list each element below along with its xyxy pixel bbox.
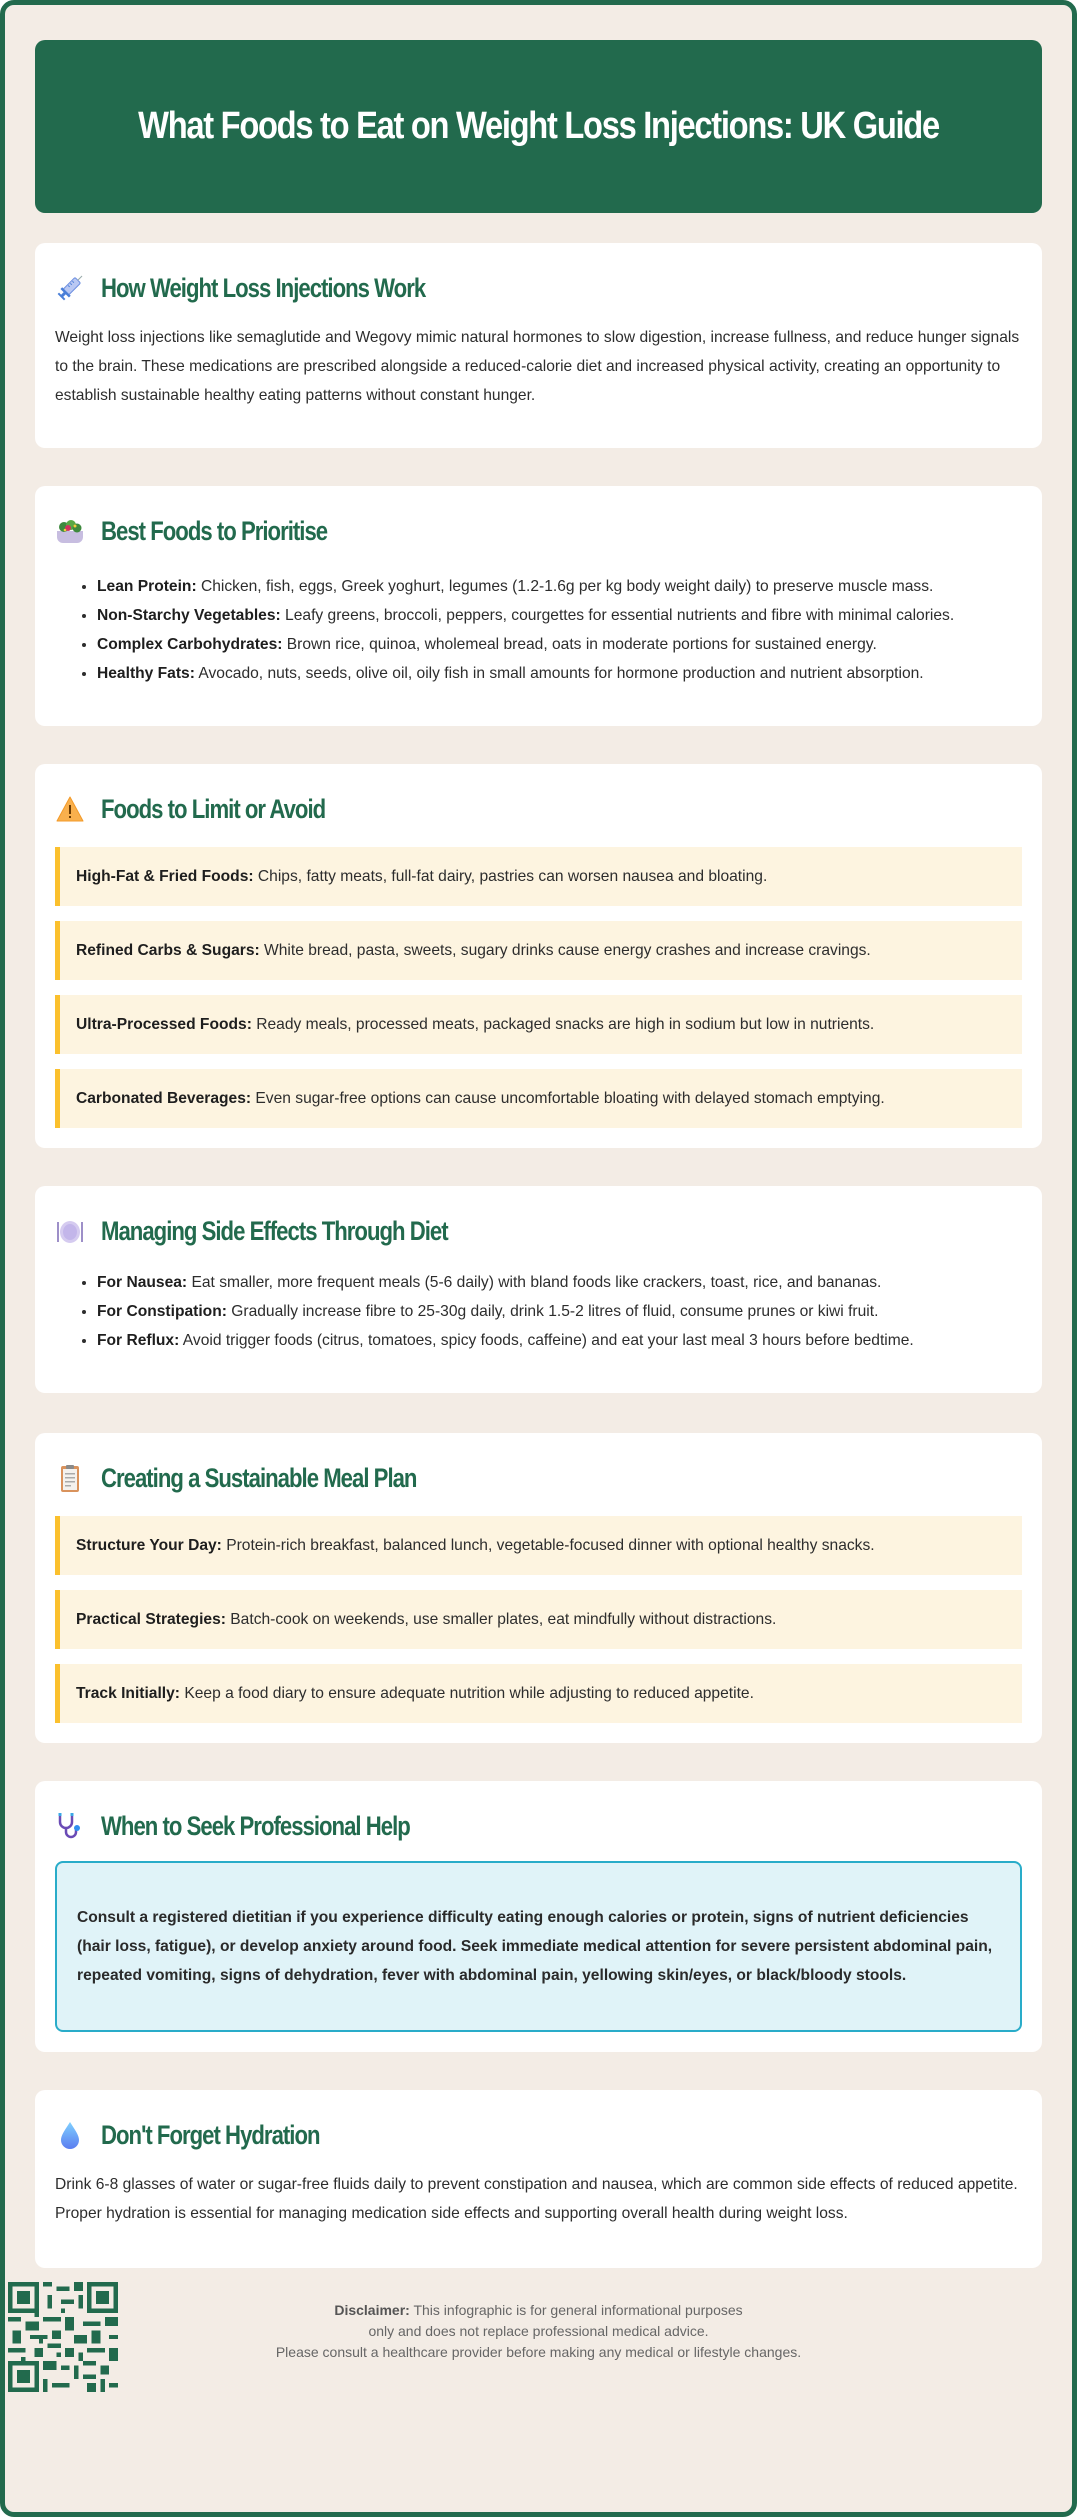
section-title: How Weight Loss Injections Work xyxy=(101,272,426,303)
card-best-foods xyxy=(35,486,1042,726)
list-item: • For Constipation: Gradually increase fibre to 25-30g daily, drink 1.5-2 litres of fluid, consume prunes or kiwi fruit. xyxy=(97,1297,1022,1326)
list-item: • Healthy Fats: Avocado, nuts, seeds, olive oil, oily fish in small amounts for hormone production and nutrient absorption. xyxy=(97,659,1022,688)
section-title: When to Seek Professional Help xyxy=(101,1810,410,1841)
section-body: Drink 6-8 glasses of water or sugar-free fluids daily to prevent constipation and nausea, which are common side effects of reduced appetite. Proper hydration is essential for managing medication side effects and supporting overall health during weight loss. xyxy=(55,2176,1018,2222)
list-item: • Non-Starchy Vegetables: Leafy greens, broccoli, peppers, courgettes for essential nutrients and fibre with minimal calories. xyxy=(97,601,1022,630)
card-side-effects xyxy=(35,1186,1042,1393)
footer xyxy=(35,2276,1042,2396)
tip-box: High-Fat & Fried Foods: Chips, fatty meats, full-fat dairy, pastries can worsen nausea and bloating. xyxy=(55,847,1022,906)
header-banner xyxy=(35,40,1042,213)
water-drop-icon xyxy=(55,2120,85,2150)
tip-box: Carbonated Beverages: Even sugar-free options can cause uncomfortable bloating with delayed stomach emptying. xyxy=(55,1069,1022,1128)
tip-box: Refined Carbs & Sugars: White bread, pasta, sweets, sugary drinks cause energy crashes and increase cravings. xyxy=(55,921,1022,980)
best-foods-list xyxy=(55,572,1022,688)
list-item: • Complex Carbohydrates: Brown rice, quinoa, wholemeal bread, oats in moderate portions for sustained energy. xyxy=(97,630,1022,659)
section-title: Managing Side Effects Through Diet xyxy=(101,1215,448,1246)
card-meal-plan xyxy=(35,1433,1042,1743)
section-title: Don't Forget Hydration xyxy=(101,2119,320,2150)
section-title: Creating a Sustainable Meal Plan xyxy=(101,1462,417,1493)
tip-box: Structure Your Day: Protein-rich breakfast, balanced lunch, vegetable-focused dinner with optional healthy snacks. xyxy=(55,1516,1022,1575)
section-title: Best Foods to Prioritise xyxy=(101,515,328,546)
syringe-icon xyxy=(55,273,85,303)
side-effects-list xyxy=(55,1268,1022,1355)
list-item: • Lean Protein: Chicken, fish, eggs, Greek yoghurt, legumes (1.2-1.6g per kg body weight daily) to preserve muscle mass. xyxy=(97,572,1022,601)
page-title: What Foods to Eat on Weight Loss Injections: UK Guide xyxy=(138,105,939,147)
card-professional-help xyxy=(35,1781,1042,2052)
tip-box: Track Initially: Keep a food diary to ensure adequate nutrition while adjusting to reduced appetite. xyxy=(55,1664,1022,1723)
section-title: Foods to Limit or Avoid xyxy=(101,793,326,824)
plate-cutlery-icon xyxy=(55,1216,85,1246)
warning-callout: Consult a registered dietitian if you experience difficulty eating enough calories or protein, signs of nutrient deficiencies (hair loss, fatigue), or develop anxiety around food. Seek immediate medical attention for severe persistent abdominal pain, repeated vomiting, signs of dehydration, fever with abdominal pain, yellowing skin/eyes, or black/bloody stools. xyxy=(55,1861,1022,2032)
disclaimer-label: Disclaimer: xyxy=(334,2302,410,2318)
list-item: • For Nausea: Eat smaller, more frequent meals (5-6 daily) with bland foods like crackers, toast, rice, and bananas. xyxy=(97,1268,1022,1297)
stethoscope-icon xyxy=(55,1811,85,1841)
card-hydration xyxy=(35,2090,1042,2268)
clipboard-icon xyxy=(55,1463,85,1493)
card-foods-to-avoid xyxy=(35,764,1042,1148)
section-body: Weight loss injections like semaglutide and Wegovy mimic natural hormones to slow digestion, increase fullness, and reduce hunger signals to the brain. These medications are prescribed alongside a reduced-calorie diet and increased physical activity, creating an opportunity to establish sustainable healthy eating patterns without constant hunger. xyxy=(55,329,1020,404)
salad-bowl-icon xyxy=(55,516,85,546)
tip-box: Practical Strategies: Batch-cook on weekends, use smaller plates, eat mindfully without distractions. xyxy=(55,1590,1022,1649)
tip-box: Ultra-Processed Foods: Ready meals, processed meats, packaged snacks are high in sodium but low in nutrients. xyxy=(55,995,1022,1054)
qr-code-icon[interactable] xyxy=(8,2282,118,2392)
list-item: • For Reflux: Avoid trigger foods (citrus, tomatoes, spicy foods, caffeine) and eat your last meal 3 hours before bedtime. xyxy=(97,1326,1022,1355)
warning-icon xyxy=(55,794,85,824)
card-how-injections-work xyxy=(35,243,1042,448)
disclaimer: Disclaimer: This infographic is for general informational purposes only and does not replace professional medical advice. Please consult a healthcare provider before making any medical or lifestyle changes. xyxy=(275,2302,802,2360)
